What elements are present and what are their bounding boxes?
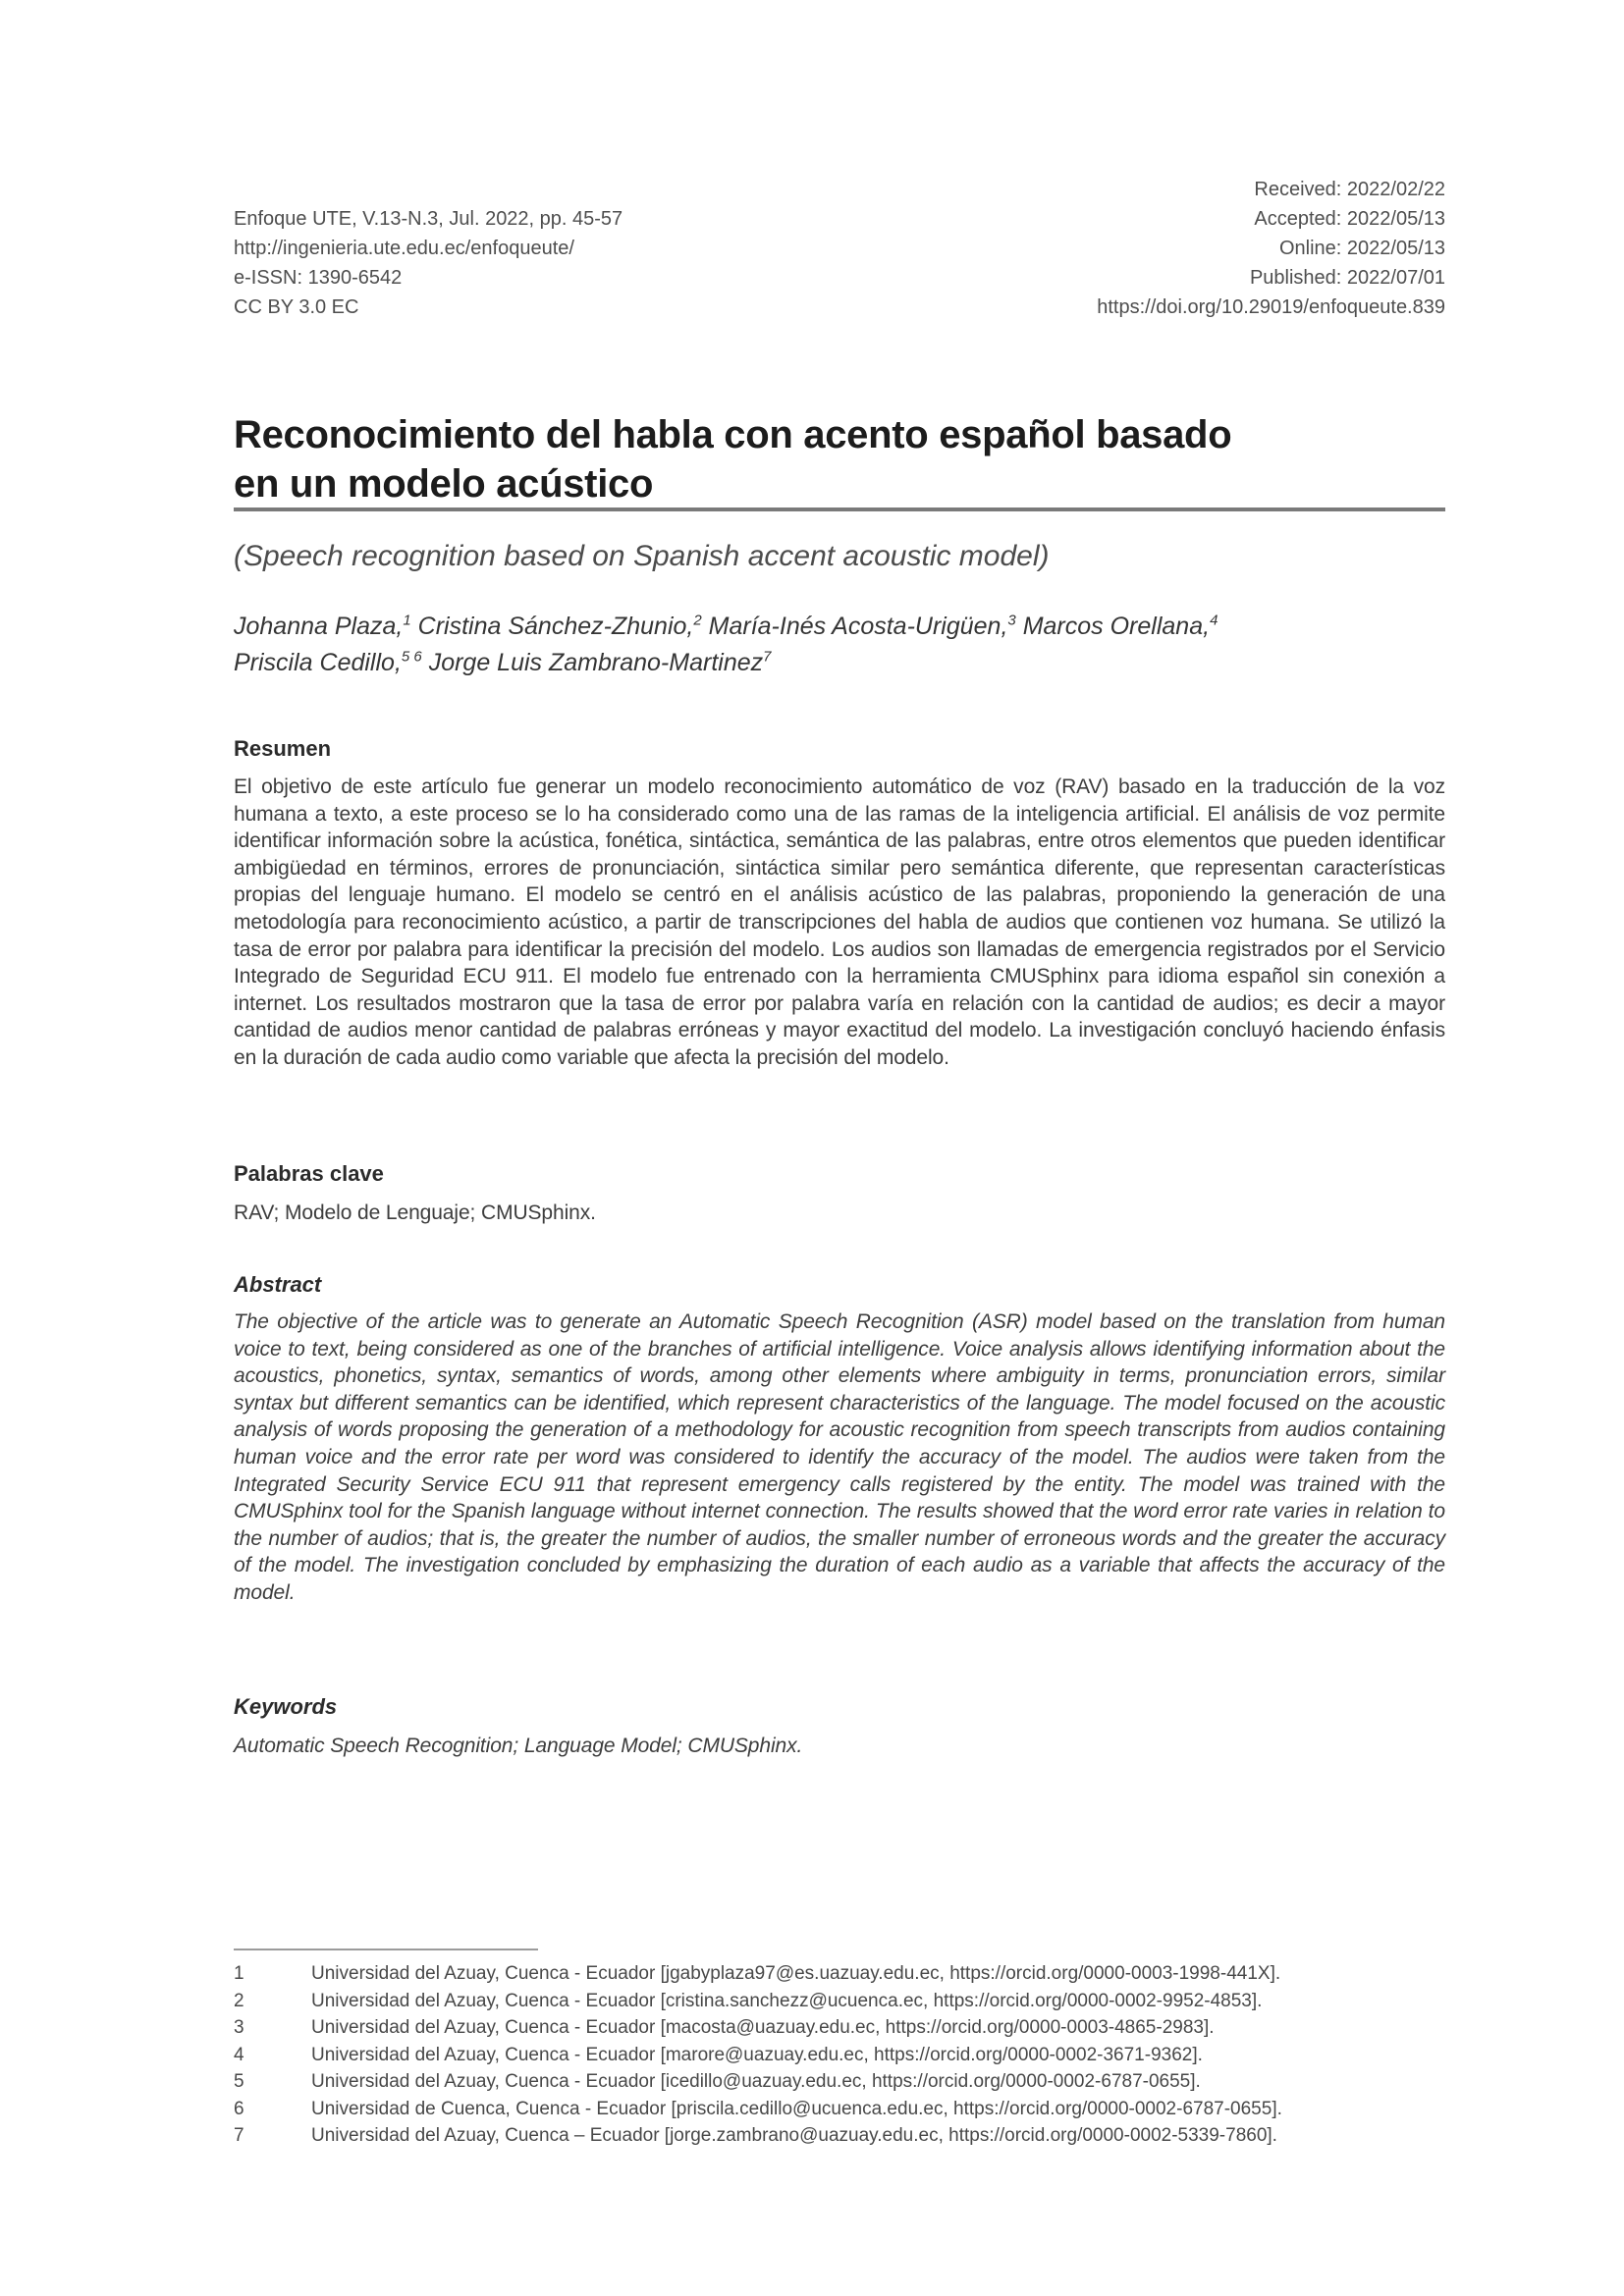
footnote-number: 6: [234, 2098, 244, 2119]
author-affiliation-sup: 7: [763, 648, 772, 666]
footnote-text: Universidad del Azuay, Cuenca - Ecuador [icedillo@uazuay.edu.ec, https://orcid.org/0000-0002-6787-0655].: [311, 2071, 1201, 2092]
palabras-clave-text: RAV; Modelo de Lenguaje; CMUSphinx.: [234, 1201, 596, 1224]
footnote-number: 3: [234, 2017, 244, 2038]
footnote-text: Universidad del Azuay, Cuenca – Ecuador [jorge.zambrano@uazuay.edu.ec, https://orcid.org/0000-0002-5339-7860].: [311, 2125, 1277, 2146]
journal-info-line: e-ISSN: 1390-6542: [234, 267, 403, 289]
footnote-number: 4: [234, 2044, 244, 2065]
section-heading-resumen: Resumen: [234, 736, 332, 761]
author-name: Priscila Cedillo,: [234, 649, 402, 676]
article-title-en: (Speech recognition based on Spanish accent acoustic model): [234, 540, 1050, 572]
author-affiliation-sup: 3: [1007, 612, 1016, 629]
author-name: Johanna Plaza,: [234, 613, 404, 640]
published-date: Published: 2022/07/01: [1249, 267, 1445, 289]
footnote-number: 5: [234, 2071, 244, 2092]
received-date: Received: 2022/02/22: [1254, 179, 1445, 200]
journal-info-line: CC BY 3.0 EC: [234, 296, 359, 318]
footnote-row: [234, 2014, 1461, 2042]
footnotes-divider: [234, 1949, 538, 1950]
footnote-text: Universidad del Azuay, Cuenca - Ecuador [jgabyplaza97@es.uazuay.edu.ec, https://orcid.org/0000-0003-1998-441X].: [311, 1963, 1281, 1984]
footnote-row: [234, 2068, 1461, 2096]
journal-info: [234, 204, 623, 322]
author-name: Jorge Luis Zambrano-Martinez: [428, 649, 764, 676]
article-title-es: [234, 410, 1445, 508]
dates-info: [1097, 175, 1445, 322]
online-date: Online: 2022/05/13: [1278, 238, 1445, 259]
author-affiliation-sup: 5 6: [401, 648, 422, 666]
accepted-date: Accepted: 2022/05/13: [1254, 208, 1445, 230]
keywords-text: Automatic Speech Recognition; Language Model; CMUSphinx.: [234, 1735, 803, 1757]
doi-link: https://doi.org/10.29019/enfoqueute.839: [1097, 296, 1445, 318]
resumen-text: El objetivo de este artículo fue generar un modelo reconocimiento automático de voz (RAV) basado en la traducción de la voz humana a texto, a este proceso se lo ha considerado como una de las ramas de la inteligencia artificial. El análisis de voz permite identificar información sobre la acústica, fonética, sintáctica, semántica de las palabras, entre otros elementos que pueden identificar ambigüedad en términos, errores de pronunciación, sintáctica similar pero semántica diferente, que representan características propias del lenguaje humano. El modelo se centró en el análisis acústico de las palabras, proponiendo la generación de una metodología para reconocimiento acústico, a partir de transcripciones del habla de audios que contienen voz humana. Se utilizó la tasa de error por palabra para identificar la precisión del modelo. Los audios son llamadas de emergencia registrados por el Servicio Integrado de Seguridad ECU 911. El modelo fue entrenado con la herramienta CMUSphinx para idioma español sin conexión a internet. Los resultados mostraron que la tasa de error por palabra varía en relación con la cantidad de audios; es decir a mayor cantidad de audios menor cantidad de palabras erróneas y mayor exactitud del modelo. La investigación concluyó haciendo énfasis en la duración de cada audio como variable que afecta la precisión del modelo.: [234, 775, 1445, 1069]
footnote-row: [234, 2122, 1461, 2150]
author-affiliation-sup: 1: [403, 612, 411, 629]
journal-info-line: http://ingenieria.ute.edu.ec/enfoqueute/: [234, 238, 574, 259]
footnote-text: Universidad del Azuay, Cuenca - Ecuador [marore@uazuay.edu.ec, https://orcid.org/0000-0002-3671-9362].: [311, 2044, 1203, 2065]
section-heading-keywords: Keywords: [234, 1694, 338, 1719]
author-name: María-Inés Acosta-Urigüen,: [708, 613, 1008, 640]
footnote-row: [234, 2096, 1461, 2123]
abstract-text: The objective of the article was to generate an Automatic Speech Recognition (ASR) model based on the translation from human voice to text, being considered as one of the branches of artificial intelligence. Voice analysis allows identifying information about the acoustics, phonetics, syntax, semantics of words, among other elements where ambiguity in terms, pronunciation errors, similar syntax but different semantics can be identified, which represent characteristics of the language. The model focused on the acoustic analysis of words proposing the generation of a methodology for acoustic recognition from speech transcripts from audios containing human voice and the error rate per word was considered to identify the accuracy of the model. The audios were taken from the Integrated Security Service ECU 911 that represent emergency calls registered by the entity. The model was trained with the CMUSphinx tool for the Spanish language without internet connection. The results showed that the word error rate varies in relation to the number of audios; that is, the greater the number of audios, the smaller number of erroneous words and the greater the accuracy of the model. The investigation concluded by emphasizing the duration of each audio as a variable that affects the accuracy of the model.: [234, 1310, 1445, 1604]
footnote-text: Universidad del Azuay, Cuenca - Ecuador [macosta@uazuay.edu.ec, https://orcid.org/0000-0003-4865-2983].: [311, 2017, 1215, 2038]
footnotes: [234, 1960, 1461, 2150]
author-affiliation-sup: 2: [693, 612, 702, 629]
footnote-number: 7: [234, 2125, 244, 2146]
footnote-row: [234, 2042, 1461, 2069]
author-name: Marcos Orellana,: [1022, 613, 1211, 640]
footnote-text: Universidad de Cuenca, Cuenca - Ecuador [priscila.cedillo@ucuenca.edu.ec, https://orcid.org/0000-0002-6787-0655].: [311, 2098, 1282, 2119]
footnote-row: [234, 1988, 1461, 2015]
article-title-es-line: Reconocimiento del habla con acento español basado: [234, 413, 1232, 456]
journal-info-line: Enfoque UTE, V.13-N.3, Jul. 2022, pp. 45-57: [234, 208, 623, 230]
author-name: Cristina Sánchez-Zhunio,: [417, 613, 694, 640]
section-heading-palabras-clave: Palabras clave: [234, 1161, 384, 1186]
authors-line: [234, 609, 1445, 681]
author-affiliation-sup: 4: [1210, 612, 1218, 629]
footnote-number: 2: [234, 1990, 244, 2011]
section-heading-abstract: Abstract: [234, 1272, 322, 1297]
title-divider: [234, 507, 1445, 511]
footnote-number: 1: [234, 1963, 244, 1984]
footnote-row: [234, 1960, 1461, 1988]
footnote-text: Universidad del Azuay, Cuenca - Ecuador [cristina.sanchezz@ucuenca.ec, https://orcid.org/0000-0002-9952-4853].: [311, 1990, 1263, 2011]
article-title-es-line: en un modelo acústico: [234, 462, 654, 506]
